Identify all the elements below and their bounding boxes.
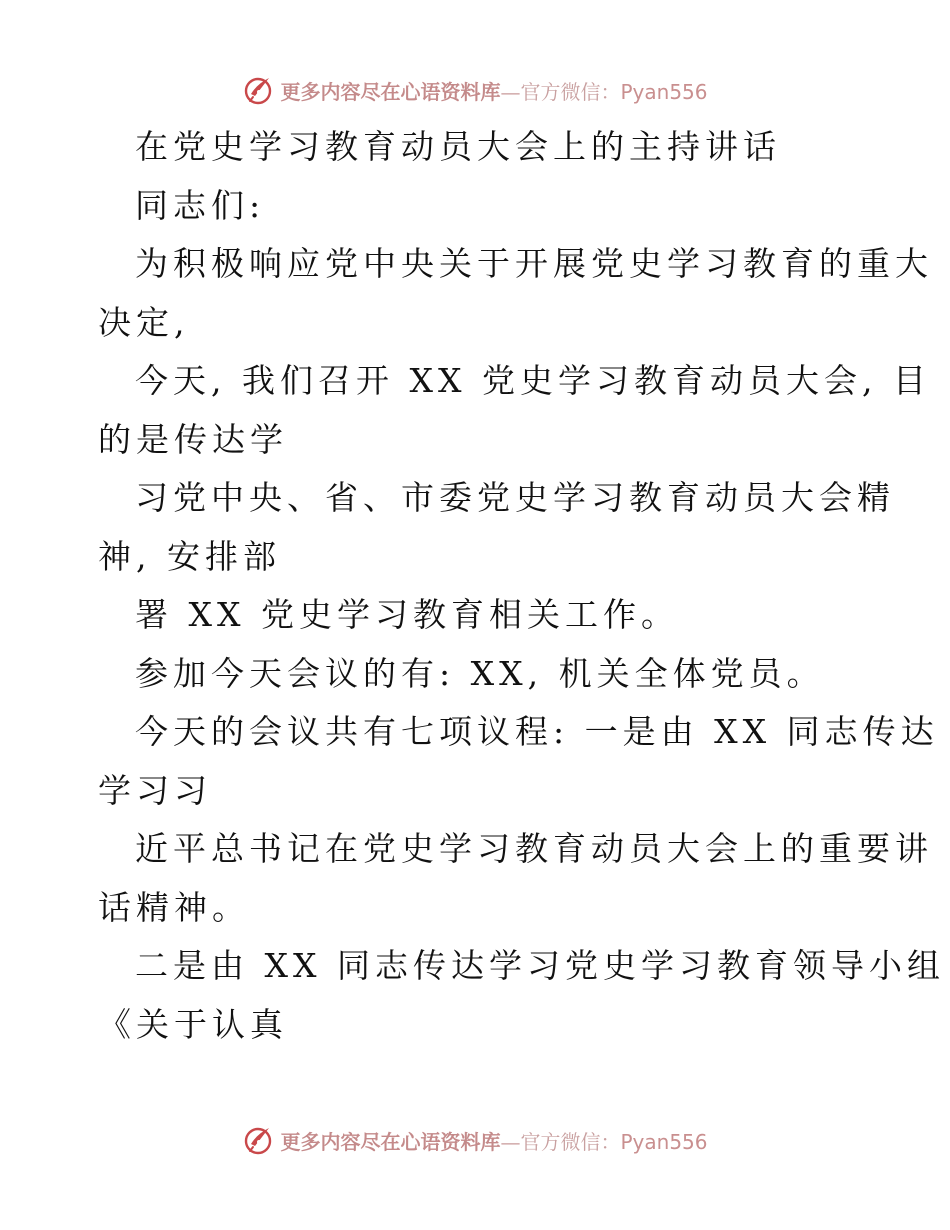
text-line: 同志们:	[135, 185, 266, 225]
text-line: 的是传达学	[98, 419, 288, 459]
text-line: 习党中央、省、市委党史学习教育动员大会精	[135, 478, 895, 517]
text-line: 神, 安排部	[98, 536, 281, 576]
document-body	[98, 118, 945, 1054]
text-line: 今天的会议共有七项议程: 一是由 XX 同志传达	[135, 712, 939, 751]
text-line: 学习习	[98, 770, 212, 810]
text-line: 署 XX 党史学习教育相关工作。	[135, 595, 679, 634]
text-line: 二是由 XX 同志传达学习党史学习教育领导小组	[135, 946, 945, 985]
text-line: 今天, 我们召开 XX 党史学习教育动员大会, 目	[135, 361, 931, 400]
text-line: 话精神。	[98, 887, 250, 927]
watermark-text: 更多内容尽在心语资料库—官方微信：Pyan556	[280, 1129, 708, 1154]
text-line: 在党史学习教育动员大会上的主持讲话	[135, 127, 781, 166]
text-line: 近平总书记在党史学习教育动员大会上的重要讲	[135, 829, 933, 868]
header-watermark	[0, 70, 950, 110]
footer-watermark	[0, 1120, 950, 1160]
text-line: 参加今天会议的有: XX, 机关全体党员。	[135, 653, 825, 693]
text-line: 决定,	[98, 302, 190, 342]
text-line: 为积极响应党中央关于开展党史学习教育的重大	[135, 244, 933, 283]
quill-seal-icon	[242, 1124, 274, 1156]
quill-seal-icon	[242, 74, 274, 106]
text-line: 《关于认真	[98, 1004, 288, 1044]
watermark-text: 更多内容尽在心语资料库—官方微信：Pyan556	[280, 79, 708, 104]
